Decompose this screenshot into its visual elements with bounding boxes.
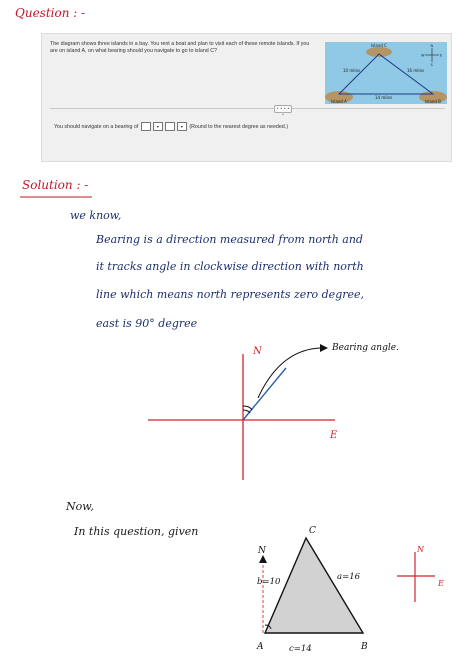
bearing-annotation: Bearing angle. <box>332 343 399 353</box>
side-bc-label: 16 miles <box>407 68 425 73</box>
vertex-a-label: A <box>257 642 264 652</box>
svg-text:S: S <box>430 63 433 67</box>
bearing-east-label: E <box>330 430 338 441</box>
answer-suffix: (Round to the nearest degree as needed.) <box>189 123 288 130</box>
small-compass <box>393 540 453 610</box>
answer-row <box>54 122 288 131</box>
side-ac-label: 10 miles <box>343 68 361 73</box>
answer-prefix: You should navigate on a bearing of <box>54 123 139 130</box>
solution-line-1: Bearing is a direction measured from north and <box>96 233 363 246</box>
question-panel <box>41 33 452 162</box>
vertex-b-label: B <box>361 642 368 652</box>
island-map <box>325 42 447 104</box>
triangle-north-label: N <box>258 546 266 556</box>
island-a-label: Island A <box>331 99 347 104</box>
answer-input[interactable] <box>141 122 151 131</box>
side-c-label: c=14 <box>289 644 312 654</box>
now-text: Now, <box>66 500 94 513</box>
side-ab-label: 14 miles <box>375 95 393 100</box>
svg-text:N: N <box>430 44 434 48</box>
given-text: In this question, given <box>74 525 199 538</box>
triangle-diagram <box>245 525 385 665</box>
solution-underline <box>20 195 100 201</box>
degree-dropdown[interactable]: ▾ <box>153 122 163 131</box>
unit-dropdown[interactable]: ▾ <box>177 122 187 131</box>
side-b-label: b=10 <box>257 577 281 587</box>
divider <box>50 108 445 109</box>
solution-line-4: east is 90° degree <box>96 317 198 330</box>
side-a-label: a=16 <box>337 572 361 582</box>
answer-input-2[interactable] <box>165 122 175 131</box>
svg-text:W: W <box>421 53 425 58</box>
solution-line-0: we know, <box>70 209 122 222</box>
bearing-north-label: N <box>253 346 262 357</box>
question-text: The diagram shows three islands in a bay. You rent a boat and plan to visit each of these remote islands. If you are on island A, on what bearing should you navigate to go to island C? <box>50 41 310 54</box>
compass-north-label: N <box>417 545 424 554</box>
angle-arc <box>243 406 252 410</box>
arrow-head-icon <box>320 344 328 352</box>
solution-line-3: line which means north represents zero degree, <box>96 288 365 301</box>
svg-text:E: E <box>440 53 443 58</box>
question-heading: Question : - <box>15 6 86 20</box>
bearing-diagram <box>140 340 399 490</box>
expand-button[interactable]: • • • • • <box>274 105 292 113</box>
island-b-label: Island B <box>425 99 441 104</box>
vertex-c-label: C <box>309 526 316 536</box>
solution-line-2: it tracks angle in clockwise direction with north <box>96 260 364 273</box>
compass-east-label: E <box>438 579 444 588</box>
island-c-label: Island C <box>371 43 387 48</box>
north-arrow-icon <box>259 555 267 563</box>
solution-heading: Solution : - <box>22 178 89 192</box>
island-c-shape <box>366 47 392 57</box>
